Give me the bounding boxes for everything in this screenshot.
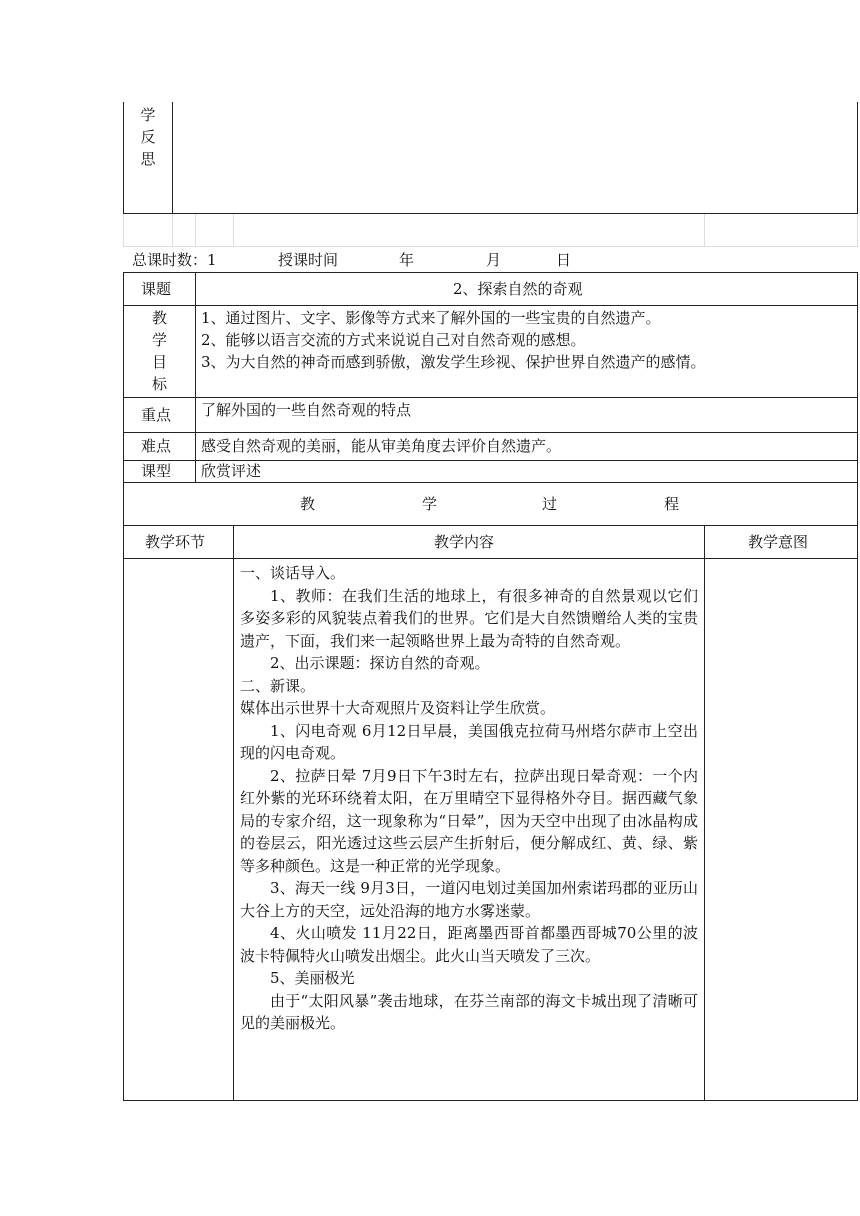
goal-item: 2、能够以语言交流的方式来说说自己对自然奇观的感想。 xyxy=(201,331,586,349)
lesson-type-label: 课型 xyxy=(141,462,172,480)
content-paragraph: 2、出示课题：探访自然的奇观。 xyxy=(270,654,490,672)
process-heading-char: 程 xyxy=(664,495,680,513)
process-heading-char: 教 xyxy=(300,495,316,513)
content-paragraph: 3、海天一线 9月3日，一道闪电划过美国加州索诺玛郡的亚历山大谷上方的天空，远处沿海的地方水雾迷蒙。 xyxy=(240,879,698,920)
process-heading-char: 过 xyxy=(542,495,558,513)
goal-item: 3、为大自然的神奇而感到骄傲，激发学生珍视、保护世界自然遗产的感情。 xyxy=(201,353,706,371)
month-label: 月 xyxy=(486,251,502,269)
process-heading-char: 学 xyxy=(422,495,438,513)
lesson-type-value: 欣赏评述 xyxy=(201,462,262,480)
topic-label: 课题 xyxy=(141,280,172,298)
difficulty-value: 感受自然奇观的美丽，能从审美角度去评价自然遗产。 xyxy=(201,437,562,455)
difficulty-label: 难点 xyxy=(141,437,172,455)
goal-item: 1、通过图片、文字、影像等方式来了解外国的一些宝贵的自然遗产。 xyxy=(201,309,661,327)
teaching-time-label: 授课时间 xyxy=(278,251,339,269)
content-paragraph: 4、火山喷发 11月22日，距离墨西哥首都墨西哥城70公里的波波卡特佩特火山喷发出烟尘。此火山当天喷发了三次。 xyxy=(240,924,698,965)
content-paragraph: 2、拉萨日晕 7月9日下午3时左右，拉萨出现日晕奇观：一个内红外紫的光环环绕着太阳，在万里晴空下显得格外夺目。据西藏气象局的专家介绍，这一现象称为“日晕”，因为天空中出现了由冰晶构成的卷层云，阳光透过这些云层产生折射后，便分解成红、黄、绿、紫等多种颜色。这是一种正常的光学现象。 xyxy=(240,766,698,875)
day-label: 日 xyxy=(556,251,572,269)
content-paragraph: 1、教师：在我们生活的地球上，有很多神奇的自然景观以它们多姿多彩的风貌装点着我们的世界。它们是大自然馈赠给人类的宝贵遗产，下面，我们来一起领略世界上最为奇特的自然奇观。 xyxy=(240,586,698,650)
topic-title: 2、探索自然的奇观 xyxy=(453,280,583,298)
content-paragraph: 媒体出示世界十大奇观照片及资料让学生欣赏。 xyxy=(240,699,556,717)
content-paragraph: 由于“太阳风暴”袭击地球，在芬兰南部的海文卡城出现了清晰可见的美丽极光。 xyxy=(240,991,698,1032)
content-paragraph: 1、闪电奇观 6月12日早晨，美国俄克拉荷马州塔尔萨市上空出现的闪电奇观。 xyxy=(240,721,698,762)
total-hours: 总课时数：1 xyxy=(132,251,217,269)
key-point-value: 了解外国的一些自然奇观的特点 xyxy=(201,401,412,419)
year-label: 年 xyxy=(399,251,415,269)
reflection-label: 学 反 思 xyxy=(140,106,156,168)
goals-label: 教 学 目 标 xyxy=(151,309,167,393)
key-point-label: 重点 xyxy=(141,406,172,424)
col-header-intent: 教学意图 xyxy=(748,533,809,551)
teaching-content xyxy=(240,562,698,1035)
col-header-content: 教学内容 xyxy=(434,533,495,551)
content-paragraph: 一、谈话导入。 xyxy=(240,564,346,582)
content-paragraph: 二、新课。 xyxy=(240,676,316,695)
content-paragraph: 5、美丽极光 xyxy=(270,969,355,987)
col-header-stage: 教学环节 xyxy=(145,533,206,551)
